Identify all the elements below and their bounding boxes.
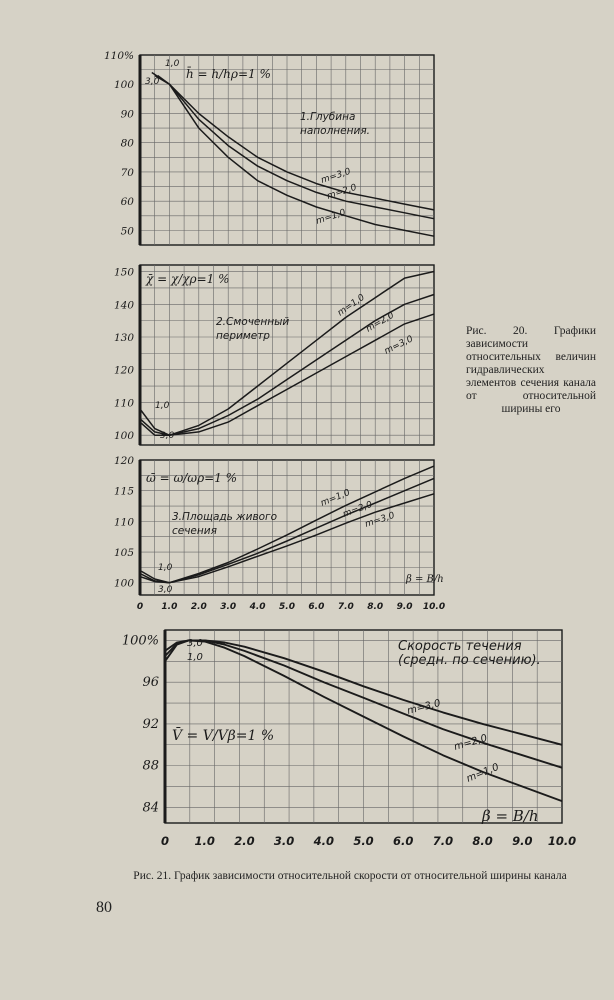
chart4-x-tick-label: 10.0 [547,834,577,848]
chart3-curve-annotation: m=3,0 [363,510,397,530]
chart1-curve-annotation: 3,0 [145,77,160,87]
chart1-curve-annotation: m=1,0 [314,207,348,227]
chart4-x-tick-label: 1.0 [194,834,215,848]
chart1-y-tick-label: 80 [120,137,134,150]
chart3-curve-annotation: m=2,0 [341,499,374,520]
chart3-x-tick-label: 10.0 [422,602,446,612]
chart2-curve-annotation: 3,0 [160,431,175,441]
chart3-x-label: β = B/h [406,574,444,585]
chart4-x-tick-label: 3.0 [273,834,295,848]
chart3-x-tick-label: 5.0 [279,602,295,612]
chart2-y-tick-label: 130 [113,332,134,344]
chart4-y-tick-label: 100% [121,633,159,649]
chart3-y-label: ω̄ = ω/ωρ=1 % [146,471,238,485]
chart3-x-tick-label: 3.0 [220,602,237,612]
chart4-y-label: V̄ = V/Vβ=1 % [172,728,275,744]
chart3-x-tick-label: 9.0 [396,602,413,612]
chart3-curve-annotation: 3,0 [158,585,173,595]
chart2-y-tick-label: 150 [113,266,134,279]
chart4-curve-annotation: m=1,0 [465,761,501,785]
chart3-x-tick-label: 7.0 [337,602,354,612]
chart1-y-tick-label: 60 [120,196,134,209]
chart3-curve-annotation: m=1,0 [319,488,352,509]
chart3-x-tick-label: 8.0 [367,602,384,612]
chart4-x-tick-label: 0 [160,834,170,848]
chart4-x-tick-label: 7.0 [432,834,454,848]
figure-21-caption: Рис. 21. График зависимости относительной скорости от относительной ширины канала [133,870,567,882]
chart2-curve-annotation: m=1,0 [335,292,367,319]
chart1-curve-annotation: m=3,0 [319,166,353,186]
chart1-series-m20 [155,76,434,219]
page-number: 80 [96,899,112,916]
chart4-y-tick-label: 88 [142,758,159,774]
chart4-curve-annotation: m=2,0 [452,732,489,753]
chart4-y-tick-label: 84 [142,800,159,816]
chart4-curve-annotation: m=3,0 [406,698,442,717]
chart4-x-label: β = B/h [482,807,539,825]
chart2-curve-annotation: 1,0 [155,401,170,411]
chart1-title-line: наполнения. [300,125,370,137]
chart1-y-tick-label: 110% [103,50,134,62]
chart1-y-tick-label: 70 [120,166,134,179]
chart2-curve-annotation: m=3,0 [382,334,415,357]
chart1-title-line: 1.Глубина [300,111,356,123]
chart3-y-tick-label: 115 [113,485,134,498]
chart1-series-m30 [152,73,434,210]
chart1-y-tick-label: 100 [113,79,134,92]
chart4-x-tick-label: 5.0 [353,834,374,848]
chart3-curve-annotation: 1,0 [158,563,173,573]
chart4-x-tick-label: 8.0 [472,834,493,848]
chart4-x-tick-label: 4.0 [313,834,334,848]
chart2-y-tick-label: 100 [113,430,134,443]
figure-20-caption: Рис. 20. Графики зависимости относительных величин гидравлических элементов сечения канала от относительной ширины его [466,325,596,415]
chart2-curve-annotation: m=2,0 [364,310,397,335]
chart3-x-tick-label: 0 [136,602,144,612]
chart2-y-tick-label: 120 [113,364,134,377]
chart3-title-line: 3.Площадь живого [172,511,277,523]
chart3-y-tick-label: 105 [113,547,134,560]
chart3-title-line: сечения [172,525,217,537]
chart1-curve-annotation: m=2,0 [325,182,359,202]
chart1-y-tick-label: 50 [120,225,134,238]
chart3-y-tick-label: 110 [113,516,134,529]
chart4-curve-annotation: 3,0 [187,638,203,649]
chart4-curve-annotation: 1,0 [187,652,203,663]
chart2-title-line: 2.Смоченный [216,316,290,328]
chart1-curve-annotation: 1,0 [165,59,180,69]
chart3-x-tick-label: 4.0 [249,602,266,612]
chart3-y-tick-label: 100 [113,577,134,590]
chart2-y-tick-label: 110 [113,397,134,410]
chart2-title-line: периметр [216,330,270,342]
chart1-y-label: h̄ = h/hρ=1 % [186,67,271,81]
chart2-y-label: χ̄ = χ/χρ=1 % [146,272,230,286]
chart4-x-tick-label: 6.0 [393,834,414,848]
chart3-x-tick-label: 1.0 [161,602,178,612]
chart4-x-tick-label: 9.0 [512,834,533,848]
chart4-x-tick-label: 2.0 [234,834,255,848]
chart4-y-tick-label: 96 [142,675,159,691]
chart4-title-line: Скорость течения [398,639,522,654]
chart2-y-tick-label: 140 [113,299,134,312]
chart3-x-tick-label: 2.0 [190,602,207,612]
chart1-y-tick-label: 90 [120,108,134,121]
chart4-title-line: (средн. по сечению). [398,653,541,668]
chart4-y-tick-label: 92 [142,716,159,732]
chart3-x-tick-label: 6.0 [308,602,325,612]
chart3-y-tick-label: 120 [113,455,134,467]
